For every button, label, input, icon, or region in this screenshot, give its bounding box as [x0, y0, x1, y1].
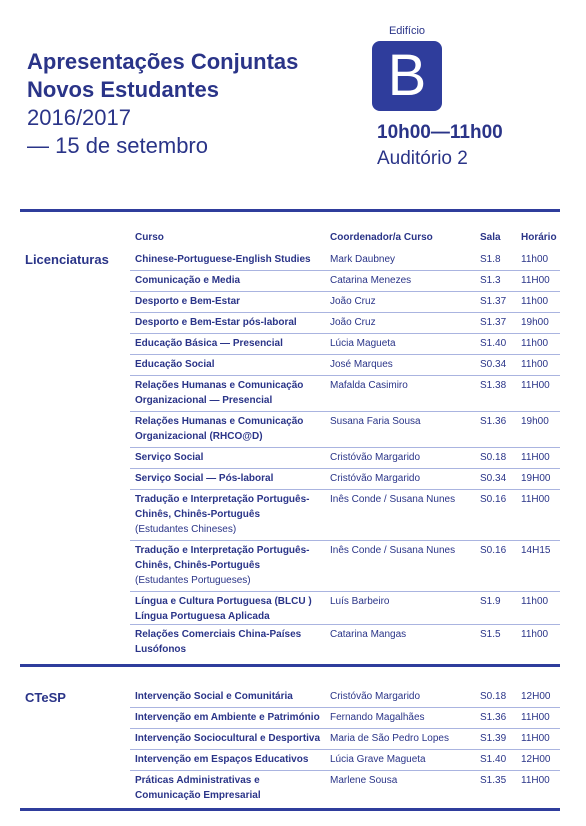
room-cell: S1.36 — [480, 416, 507, 427]
course-name: Educação Social — [135, 359, 215, 370]
time-cell: 11h00 — [521, 254, 549, 265]
coordinator-cell: Lúcia Grave Magueta — [330, 754, 426, 765]
building-label: Edifício — [388, 25, 426, 37]
time-cell: 19h00 — [521, 416, 549, 427]
room-cell: S1.8 — [480, 254, 501, 265]
time-cell: 12H00 — [521, 754, 551, 765]
room-cell: S0.16 — [480, 494, 507, 505]
table-row — [130, 686, 560, 708]
col-header-hora: Horário — [521, 232, 557, 243]
course-cell — [135, 471, 325, 486]
table-row — [130, 354, 560, 376]
session-room: Auditório 2 — [377, 148, 468, 169]
course-name: Relações Humanas e Comunicação Organizacional (RHCO@D) — [135, 416, 304, 442]
col-header-coord: Coordenador/a Curso — [330, 232, 433, 243]
course-name: Relações Comerciais China-Países Lusófonos — [135, 629, 302, 655]
course-cell — [135, 414, 325, 444]
col-header-sala: Sala — [480, 232, 501, 243]
time-cell: 11H00 — [521, 712, 550, 723]
title-line-1: Apresentações Conjuntas — [27, 49, 299, 74]
course-name: Intervenção Social e Comunitária — [135, 691, 293, 702]
room-cell: S1.38 — [480, 380, 507, 391]
course-name: Desporto e Bem-Estar — [135, 296, 241, 307]
time-cell: 12H00 — [521, 691, 551, 702]
table-row — [130, 770, 560, 806]
table-row — [130, 411, 560, 448]
time-cell: 11H00 — [521, 775, 550, 786]
course-note: (Estudantes Portugueses) — [135, 575, 251, 586]
table-row — [130, 375, 560, 412]
room-cell: S1.9 — [480, 596, 501, 607]
table-row — [130, 540, 560, 592]
course-cell — [135, 252, 325, 267]
course-cell — [135, 627, 325, 657]
course-name: Serviço Social — [135, 452, 204, 463]
coordinator-cell: José Marques — [330, 359, 393, 370]
coordinator-cell: Mark Daubney — [330, 254, 396, 265]
time-cell: 11H00 — [521, 452, 550, 463]
course-cell — [135, 357, 325, 372]
table-row — [130, 468, 560, 490]
coordinator-cell: Catarina Mangas — [330, 629, 407, 640]
divider-middle — [20, 664, 560, 667]
coordinator-cell: Mafalda Casimiro — [330, 380, 408, 391]
coordinator-cell: Inês Conde / Susana Nunes — [330, 545, 456, 556]
course-name: Práticas Administrativas e Comunicação Empresarial — [135, 775, 261, 801]
course-name: Intervenção em Ambiente e Património — [135, 712, 320, 723]
time-cell: 11H00 — [521, 733, 550, 744]
course-cell — [135, 378, 325, 408]
table-row — [130, 707, 560, 729]
building-block — [372, 24, 442, 111]
course-cell — [135, 315, 325, 330]
room-cell: S0.34 — [480, 359, 507, 370]
course-cell — [135, 731, 325, 746]
time-cell: 11h00 — [521, 629, 549, 640]
table-row — [130, 333, 560, 355]
course-cell — [135, 752, 325, 767]
room-cell: S1.36 — [480, 712, 507, 723]
table-row — [130, 624, 560, 660]
course-cell — [135, 336, 325, 351]
coordinator-cell: Susana Faria Sousa — [330, 416, 421, 427]
coordinator-cell: Lúcia Magueta — [330, 338, 396, 349]
course-name: Chinese-Portuguese-English Studies — [135, 254, 311, 265]
building-letter: B — [372, 41, 442, 111]
time-cell: 11h00 — [521, 596, 549, 607]
course-cell — [135, 543, 325, 588]
time-cell: 11H00 — [521, 380, 550, 391]
room-cell: S1.39 — [480, 733, 507, 744]
room-cell: S0.18 — [480, 691, 507, 702]
room-cell: S1.37 — [480, 296, 507, 307]
time-cell: 11h00 — [521, 296, 549, 307]
course-name: Intervenção em Espaços Educativos — [135, 754, 309, 765]
coordinator-cell: Cristóvão Margarido — [330, 452, 421, 463]
coordinator-cell: João Cruz — [330, 296, 376, 307]
course-cell — [135, 689, 325, 704]
table-row — [130, 749, 560, 771]
course-cell — [135, 450, 325, 465]
course-name: Comunicação e Media — [135, 275, 241, 286]
time-cell: 11H00 — [521, 494, 550, 505]
coordinator-cell: Luís Barbeiro — [330, 596, 390, 607]
table-row — [130, 591, 560, 625]
room-cell: S0.16 — [480, 545, 507, 556]
room-cell: S1.5 — [480, 629, 501, 640]
room-cell: S1.35 — [480, 775, 507, 786]
room-cell: S1.37 — [480, 317, 507, 328]
coordinator-cell: Maria de São Pedro Lopes — [330, 733, 449, 744]
time-cell: 11H00 — [521, 275, 550, 286]
room-cell: S1.40 — [480, 754, 507, 765]
table-row — [130, 249, 560, 271]
course-cell — [135, 594, 325, 624]
section-label-licenciaturas: Licenciaturas — [25, 252, 109, 267]
table-row — [130, 489, 560, 541]
room-cell: S1.40 — [480, 338, 507, 349]
course-cell — [135, 273, 325, 288]
course-name: Serviço Social — Pós-laboral — [135, 473, 274, 484]
time-cell: 19h00 — [521, 317, 549, 328]
title-block — [27, 48, 298, 160]
divider-bottom — [20, 808, 560, 811]
course-name: Tradução e Interpretação Português-Chinês, Chinês-Português — [135, 545, 310, 571]
coordinator-cell: Fernando Magalhães — [330, 712, 425, 723]
date: — 15 de setembro — [27, 133, 208, 158]
time-cell: 11h00 — [521, 338, 549, 349]
coordinator-cell: Marlene Sousa — [330, 775, 398, 786]
course-cell — [135, 492, 325, 537]
course-name: Tradução e Interpretação Português-Chinês, Chinês-Português — [135, 494, 310, 520]
room-cell: S1.3 — [480, 275, 501, 286]
table-row — [130, 270, 560, 292]
time-cell: 14H15 — [521, 545, 551, 556]
course-name: Relações Humanas e Comunicação Organizacional — Presencial — [135, 380, 304, 406]
title-line-2: Novos Estudantes — [27, 77, 219, 102]
room-cell: S0.18 — [480, 452, 507, 463]
coordinator-cell: Inês Conde / Susana Nunes — [330, 494, 456, 505]
col-header-curso: Curso — [135, 232, 164, 243]
coordinator-cell: João Cruz — [330, 317, 376, 328]
course-name: Educação Básica — Presencial — [135, 338, 283, 349]
section-label-ctesp: CTeSP — [25, 690, 66, 705]
course-cell — [135, 773, 325, 803]
table-row — [130, 312, 560, 334]
course-cell — [135, 294, 325, 309]
coordinator-cell: Cristóvão Margarido — [330, 473, 421, 484]
session-time: 10h00—11h00 — [377, 122, 503, 143]
table-row — [130, 291, 560, 313]
table-row — [130, 447, 560, 469]
course-name: Língua e Cultura Portuguesa (BLCU ) Língua Portuguesa Aplicada — [135, 596, 312, 622]
course-name: Desporto e Bem-Estar pós-laboral — [135, 317, 297, 328]
course-cell — [135, 710, 325, 725]
table-row — [130, 728, 560, 750]
course-name: Intervenção Sociocultural e Desportiva — [135, 733, 321, 744]
divider-top — [20, 209, 560, 212]
year: 2016/2017 — [27, 105, 131, 130]
coordinator-cell: Cristóvão Margarido — [330, 691, 421, 702]
time-cell: 19H00 — [521, 473, 551, 484]
time-cell: 11h00 — [521, 359, 549, 370]
room-cell: S0.34 — [480, 473, 507, 484]
coordinator-cell: Catarina Menezes — [330, 275, 412, 286]
course-note: (Estudantes Chineses) — [135, 524, 237, 535]
